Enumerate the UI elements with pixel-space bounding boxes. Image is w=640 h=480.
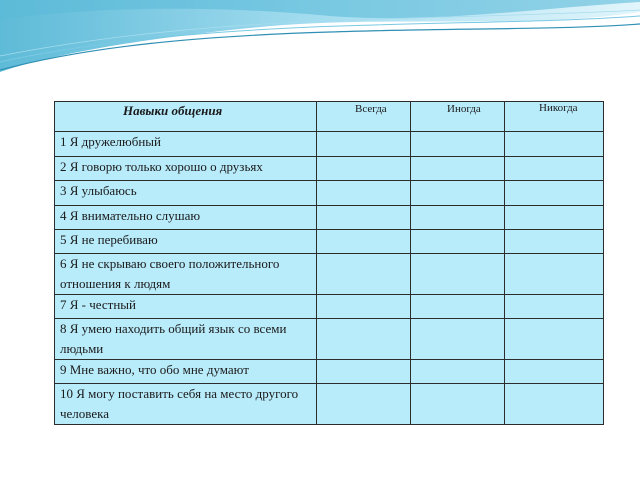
- table-row: [55, 319, 604, 360]
- communication-skills-table: [54, 101, 604, 425]
- answer-never-8[interactable]: [505, 319, 604, 360]
- table-row: [55, 254, 604, 295]
- question-7: 7 Я - честный: [55, 295, 317, 319]
- decorative-wave-banner: [0, 0, 640, 90]
- answer-never-4[interactable]: [505, 206, 604, 230]
- table-row: [55, 157, 604, 181]
- table-row: [55, 206, 604, 230]
- table-row: [55, 181, 604, 206]
- answer-never-9[interactable]: [505, 360, 604, 384]
- answer-never-1[interactable]: [505, 132, 604, 157]
- answer-sometimes-4[interactable]: [411, 206, 505, 230]
- answer-sometimes-5[interactable]: [411, 230, 505, 254]
- header-sometimes: Иногда: [411, 102, 505, 132]
- header-never: Никогда: [505, 102, 604, 132]
- table-row: [55, 384, 604, 425]
- answer-never-5[interactable]: [505, 230, 604, 254]
- table-row: [55, 295, 604, 319]
- answer-sometimes-9[interactable]: [411, 360, 505, 384]
- table-row: [55, 132, 604, 157]
- answer-always-10[interactable]: [317, 384, 411, 425]
- question-1: 1 Я дружелюбный: [55, 132, 317, 157]
- question-6: 6 Я не скрываю своего положительного отношения к людям: [55, 254, 317, 295]
- answer-sometimes-1[interactable]: [411, 132, 505, 157]
- question-5: 5 Я не перебиваю: [55, 230, 317, 254]
- header-row: [55, 102, 604, 132]
- answer-never-10[interactable]: [505, 384, 604, 425]
- answer-sometimes-3[interactable]: [411, 181, 505, 206]
- answer-always-4[interactable]: [317, 206, 411, 230]
- question-4: 4 Я внимательно слушаю: [55, 206, 317, 230]
- answer-always-9[interactable]: [317, 360, 411, 384]
- table-row: [55, 360, 604, 384]
- answer-sometimes-7[interactable]: [411, 295, 505, 319]
- answer-always-2[interactable]: [317, 157, 411, 181]
- answer-always-1[interactable]: [317, 132, 411, 157]
- answer-never-7[interactable]: [505, 295, 604, 319]
- answer-never-3[interactable]: [505, 181, 604, 206]
- answer-never-2[interactable]: [505, 157, 604, 181]
- answer-sometimes-10[interactable]: [411, 384, 505, 425]
- header-always: Всегда: [317, 102, 411, 132]
- answer-always-6[interactable]: [317, 254, 411, 295]
- answer-always-8[interactable]: [317, 319, 411, 360]
- answer-sometimes-2[interactable]: [411, 157, 505, 181]
- answer-sometimes-8[interactable]: [411, 319, 505, 360]
- question-2: 2 Я говорю только хорошо о друзьях: [55, 157, 317, 181]
- question-8: 8 Я умею находить общий язык со всеми людьми: [55, 319, 317, 360]
- answer-sometimes-6[interactable]: [411, 254, 505, 295]
- question-3: 3 Я улыбаюсь: [55, 181, 317, 206]
- answer-never-6[interactable]: [505, 254, 604, 295]
- answer-always-3[interactable]: [317, 181, 411, 206]
- question-9: 9 Мне важно, что обо мне думают: [55, 360, 317, 384]
- answer-always-5[interactable]: [317, 230, 411, 254]
- table-row: [55, 230, 604, 254]
- header-skills: Навыки общения: [55, 102, 317, 132]
- question-10: 10 Я могу поставить себя на место другого человека: [55, 384, 317, 425]
- answer-always-7[interactable]: [317, 295, 411, 319]
